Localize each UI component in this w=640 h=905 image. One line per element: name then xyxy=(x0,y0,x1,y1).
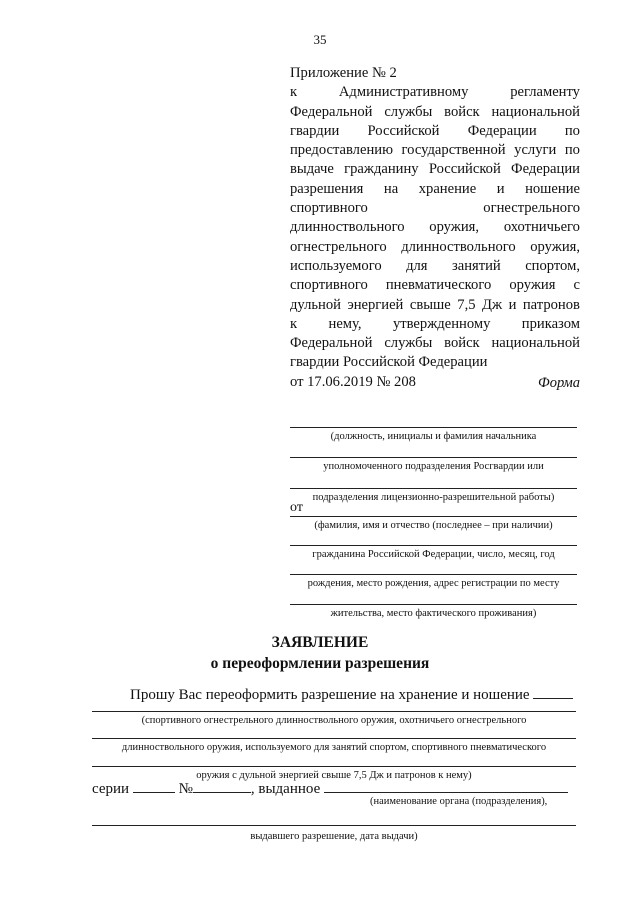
appendix-line xyxy=(290,296,580,315)
appendix-line xyxy=(290,83,580,102)
appendix-word: спортом, xyxy=(525,257,580,274)
appendix-word: нему, xyxy=(328,315,362,332)
appendix-line xyxy=(290,315,580,334)
appendix-word: по xyxy=(564,122,580,139)
appendix-word: Федеральной xyxy=(290,103,373,120)
appendix-word: услуги xyxy=(514,142,557,159)
appendix-word: оружия xyxy=(509,277,556,294)
appendix-word: огнестрельного xyxy=(290,238,387,255)
appendix-word: утвержденному xyxy=(392,315,491,332)
appendix-word: ношение xyxy=(525,180,580,197)
appendix-word: выдаче xyxy=(290,161,334,178)
appendix-word: Российской xyxy=(428,161,501,178)
from-label: от xyxy=(290,500,303,515)
weapon-field-3[interactable]: оружия с дульной энергией свыше 7,5 Дж и патронов к нему) xyxy=(92,766,576,782)
appendix-word: Федеральной xyxy=(290,335,373,352)
appendix-word: по xyxy=(564,142,580,159)
appendix-line: от 17.06.2019 № 208 xyxy=(290,373,416,390)
appendix-word: спортивного xyxy=(290,277,368,294)
appendix-word: Дж xyxy=(482,296,503,313)
appendix-line xyxy=(290,218,580,237)
appendix-line xyxy=(290,160,580,179)
appendix-word: и xyxy=(508,296,517,313)
appendix-word: предоставлению xyxy=(290,142,393,159)
appendix-line: гвардии Российской Федерации xyxy=(290,354,488,371)
appendix-word: к xyxy=(290,315,298,332)
appendix-word: регламенту xyxy=(510,84,580,101)
appendix-word: свыше xyxy=(409,296,451,313)
appendix-word: энергией xyxy=(347,296,404,313)
request-line xyxy=(130,686,573,704)
appendix-word: гражданину xyxy=(344,161,419,178)
appendix-line xyxy=(290,276,580,295)
appendix-word: огнестрельного xyxy=(483,200,580,217)
form-label: Форма xyxy=(538,375,580,391)
series-blank[interactable] xyxy=(133,780,175,793)
series-label: серии xyxy=(92,781,130,797)
issuer-caption: (наименование органа (подразделения), xyxy=(370,796,548,807)
title-sub: о переоформлении разрешения xyxy=(210,655,430,672)
appendix-word: разрешения xyxy=(290,180,364,197)
appendix-word: и xyxy=(496,180,505,197)
appendix-line xyxy=(290,103,580,122)
applicant-field-4[interactable]: жительства, место фактического проживания) xyxy=(290,604,577,620)
appendix-word: национальной xyxy=(491,103,580,120)
appendix-word: службы xyxy=(384,103,433,120)
appendix-word: приказом xyxy=(521,315,580,332)
appendix-line xyxy=(290,141,580,160)
appendix-word: занятий xyxy=(451,257,501,274)
appendix-word: Федерации xyxy=(511,161,580,178)
appendix-word: длинноствольного xyxy=(290,219,405,236)
number-blank[interactable] xyxy=(193,780,251,793)
appendix-header xyxy=(290,64,580,392)
request-text: Прошу Вас переоформить разрешение на хранение и ношение xyxy=(130,687,530,703)
appendix-word: гвардии xyxy=(290,122,340,139)
appendix-line: Приложение № 2 xyxy=(290,65,397,81)
issued-label: , выданное xyxy=(250,781,321,797)
appendix-word: с xyxy=(573,277,580,294)
addressee-field-2[interactable]: уполномоченного подразделения Росгвардии или xyxy=(290,457,577,473)
weapon-field-1[interactable]: (спортивного огнестрельного длинноствольного оружия, охотничьего огнестрельного xyxy=(92,711,576,727)
appendix-word: 7,5 xyxy=(457,296,476,313)
appendix-line xyxy=(290,257,580,276)
appendix-word: используемого xyxy=(290,257,382,274)
appendix-word: национальной xyxy=(491,335,580,352)
appendix-word: оружия, xyxy=(530,238,580,255)
appendix-word: пневматического xyxy=(385,277,492,294)
addressee-field-1[interactable]: (должность, инициалы и фамилия начальника xyxy=(290,427,577,443)
appendix-word: дульной xyxy=(290,296,341,313)
applicant-field-1[interactable]: (фамилия, имя и отчество (последнее – при наличии) xyxy=(290,516,577,532)
weapon-field-2[interactable]: длинноствольного оружия, используемого для занятий спортом, спортивного пневматического xyxy=(92,738,576,754)
document-title xyxy=(0,632,640,674)
appendix-word: Административному xyxy=(338,84,469,101)
appendix-word: охотничьего xyxy=(503,219,580,236)
appendix-word: патронов xyxy=(522,296,580,313)
request-blank[interactable] xyxy=(533,686,573,699)
applicant-field-3[interactable]: рождения, место рождения, адрес регистрации по месту xyxy=(290,574,577,590)
appendix-word: на xyxy=(383,180,399,197)
appendix-line xyxy=(290,180,580,199)
title-main: ЗАЯВЛЕНИЕ xyxy=(271,634,369,651)
appendix-line xyxy=(290,334,580,353)
issuer-field[interactable]: выдавшего разрешение, дата выдачи) xyxy=(92,825,576,843)
appendix-line xyxy=(290,122,580,141)
page-number: 35 xyxy=(313,32,327,47)
appendix-word: Российской xyxy=(367,122,440,139)
number-label: № xyxy=(178,781,193,797)
appendix-word: спортивного xyxy=(290,200,368,217)
applicant-field-2[interactable]: гражданина Российской Федерации, число, месяц, год xyxy=(290,545,577,561)
appendix-word: к xyxy=(290,84,298,101)
appendix-word: Федерации xyxy=(467,122,537,139)
addressee-field-3[interactable]: подразделения лицензионно-разрешительной работы) xyxy=(290,488,577,504)
appendix-word: службы xyxy=(384,335,433,352)
appendix-line xyxy=(290,238,580,257)
appendix-word: войск xyxy=(444,335,480,352)
appendix-word: государственной xyxy=(401,142,506,159)
appendix-word: оружия, xyxy=(429,219,480,236)
appendix-line xyxy=(290,199,580,218)
issuer-blank[interactable] xyxy=(324,780,568,793)
appendix-word: для xyxy=(406,257,428,274)
appendix-word: войск xyxy=(444,103,480,120)
appendix-word: хранение xyxy=(418,180,477,197)
appendix-word: длинноствольного xyxy=(401,238,516,255)
